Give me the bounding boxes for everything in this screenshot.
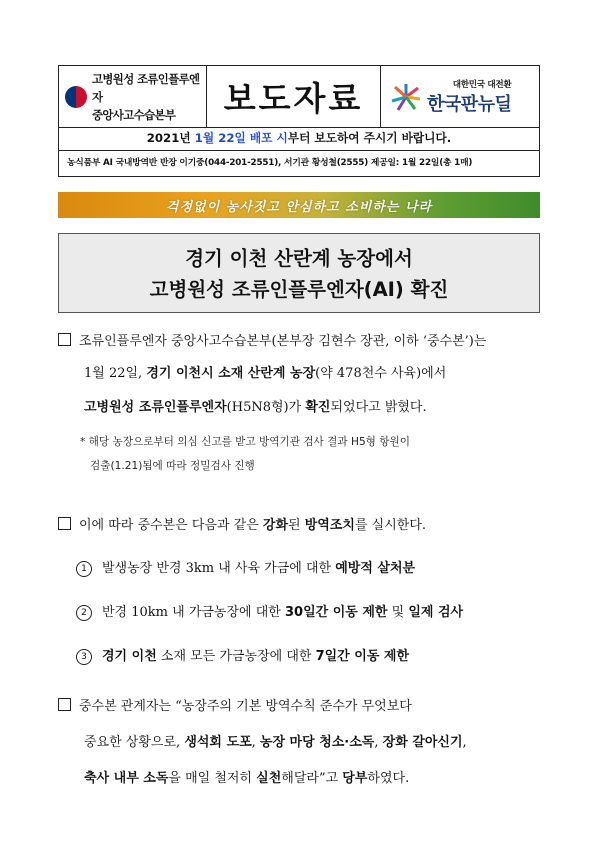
p3-sep: , — [251, 735, 260, 750]
p1-disease: 고병원성 조류인플루엔자 — [84, 400, 227, 415]
measure-item — [76, 557, 415, 577]
document-title: 보도자료 — [207, 66, 381, 127]
release-distribution: 배포 시 — [249, 131, 288, 145]
p1-type: (H5N8형)가 — [226, 400, 306, 415]
measure-text: 반경 10km 내 가금농장에 대한 — [102, 605, 285, 620]
p3-text: 해달라”고 — [281, 771, 343, 786]
p3-text: 중요한 상황으로, — [84, 735, 185, 750]
release-year: 2021년 — [146, 131, 195, 145]
release-day: 22일 — [214, 131, 250, 145]
p3-line1: 중수본 관계자는 “농장주의 기본 방역수칙 준수가 무엇보다 — [79, 699, 412, 714]
new-deal-logo — [381, 66, 539, 127]
org-name-line1: 고병원성 조류인플루엔자 — [92, 71, 200, 104]
p1-scale: (약 478천수 사육)에서 — [315, 366, 447, 381]
footnote-line2: 검출(1.21)됨에 따라 정밀검사 진행 — [90, 460, 255, 472]
measure-emphasis: 예방적 살처분 — [335, 561, 416, 576]
slogan-banner — [58, 192, 540, 218]
new-deal-mark-icon — [389, 82, 423, 112]
measure-item — [76, 601, 463, 621]
circled-number-icon: 1 — [76, 561, 92, 577]
headline-line2: 고병원성 조류인플루엔자(AI) 확진 — [149, 278, 449, 301]
p1-confirmed: 확진 — [305, 400, 331, 415]
footnote-line1: 해당 농장으로부터 의심 신고를 받고 방역기관 검사 결과 H5형 항원이 — [88, 436, 410, 448]
circled-number-icon: 3 — [76, 649, 92, 665]
measure-text: 발생농장 반경 3km 내 사육 가금에 대한 — [102, 561, 336, 576]
measure-emphasis: 경기 이천 — [102, 649, 157, 664]
p3-barn-disinfection: 축사 내부 소독 — [84, 771, 169, 786]
measure-text: 소재 모든 가금농장에 대한 — [156, 649, 316, 664]
bullet-square-icon — [58, 333, 71, 346]
p2-measures: 방역조치 — [304, 518, 355, 533]
p2-text2: 된 — [288, 518, 305, 533]
measure-emphasis: 7일간 이동 제한 — [315, 649, 410, 664]
p1-end: 되었다고 밝혔다. — [330, 400, 427, 415]
p1-location: 경기 이천시 소재 산란계 농장 — [146, 366, 316, 381]
press-header — [58, 65, 540, 128]
p1-line1: 조류인플루엔자 중앙사고수습본부(본부장 김현수 장관, 이하 ‘중수본’)는 — [79, 334, 487, 349]
slogan-text: 걱정없이 농사짓고 안심하고 소비하는 나라 — [165, 199, 433, 215]
release-month: 1월 — [194, 131, 215, 145]
headline-line1: 경기 이천 산란계 농장에서 — [185, 247, 413, 270]
p1-date: 1월 22일, — [84, 366, 147, 381]
measure-emphasis: 30일간 이동 제한 — [285, 605, 388, 620]
measure-text: 및 — [387, 605, 409, 620]
footnote-mark: * — [80, 436, 86, 448]
measure-item — [76, 645, 409, 665]
org-block — [59, 66, 207, 127]
p3-sep: , — [462, 735, 467, 750]
p3-end: 하였다. — [367, 771, 410, 786]
p2-text3: 를 실시한다. — [354, 518, 427, 533]
bullet-square-icon — [58, 517, 71, 530]
circled-number-icon: 2 — [76, 605, 92, 621]
measure-emphasis: 일제 검사 — [408, 605, 464, 620]
p3-quicklime: 생석회 도포 — [184, 735, 252, 750]
release-date-row — [58, 127, 540, 151]
government-emblem-icon — [65, 86, 87, 108]
p3-request: 당부 — [342, 771, 368, 786]
p2-strengthened: 강화 — [262, 518, 289, 533]
p3-text: 을 매일 철저히 — [168, 771, 257, 786]
p3-practice: 실천 — [256, 771, 282, 786]
p3-sep: , — [374, 735, 383, 750]
p2-text: 이에 따라 중수본은 다음과 같은 — [79, 518, 263, 533]
bullet-square-icon — [58, 698, 71, 711]
brand-slogan: 대한민국 대전환 — [452, 79, 512, 90]
contact-row: 농식품부 AI 국내방역반 반장 이기중(044-201-2551), 서기관 황성철(2555) 제공일: 1월 22일(총 1매) — [58, 151, 540, 177]
headline-box — [58, 233, 540, 313]
org-name-line2: 중앙사고수습본부 — [92, 107, 176, 122]
p3-yard-cleaning: 농장 마당 청소·소독 — [259, 735, 375, 750]
brand-name: 한국판뉴딜 — [427, 93, 512, 115]
release-note: 부터 보도하여 주시기 바랍니다. — [287, 131, 452, 145]
p3-boots: 장화 갈아신기 — [382, 735, 463, 750]
